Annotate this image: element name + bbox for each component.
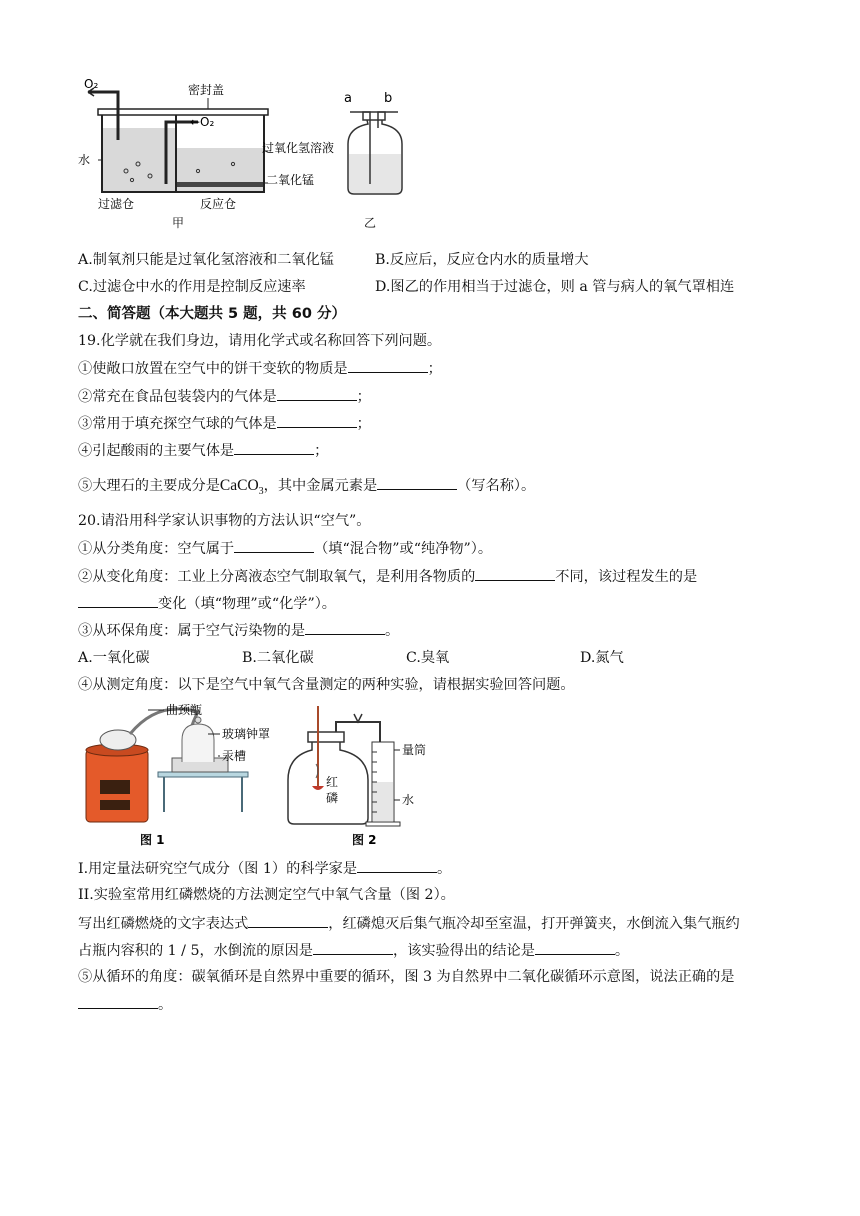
tank-lid [98, 109, 268, 115]
tube-b-label: b [384, 91, 393, 106]
figure-2-caption: 图 2 [352, 833, 377, 847]
mno2-label: 二氧化锰 [266, 173, 315, 187]
answer-blank[interactable] [377, 475, 457, 490]
q20-part-ii: II.实验室常用红磷燃烧的方法测定空气中氧气含量（图 2）。 [78, 887, 455, 903]
q19-item-5-text: ⑤大理石的主要成分是 [78, 478, 220, 494]
q18-option-b: B.反应后，反应仓内水的质量增大 [375, 252, 589, 268]
q20-stem: 20.请沿用科学家认识事物的方法认识“空气”。 [78, 513, 371, 529]
cylinder-label: 量筒 [402, 743, 427, 757]
q20-sub-2b: 变化（填“物理”或“化学”）。 [78, 593, 336, 614]
answer-blank[interactable] [357, 858, 437, 873]
q20-sub-5: ⑤从循环的角度：碳氧循环是自然界中重要的循环，图 3 为自然界中二氧化碳循环示意图，说法正确的是 [78, 969, 735, 985]
h2o2-label: 过氧化氢溶液 [262, 141, 335, 155]
q20-sub-3: ③从环保角度：属于空气污染物的是 。 [78, 620, 399, 641]
q19-stem: 19.化学就在我们身边，请用化学式或名称回答下列问题。 [78, 333, 442, 349]
q18-option-a: A.制氧剂只能是过氧化氢溶液和二氧化锰 [78, 252, 334, 268]
formula-caco3: CaCO$_3$ [219, 477, 264, 498]
trough-label: 汞槽 [222, 749, 247, 763]
figure-jia [78, 76, 278, 216]
tube-a-label: a [344, 91, 352, 106]
q19-item-3: ③常用于填充探空气球的气体是 ； [78, 413, 371, 434]
q19-item-1-text: ①使敞口放置在空气中的饼干变软的物质是 [78, 361, 348, 377]
q20-option-d: D.氮气 [580, 650, 624, 666]
bell-jar [182, 724, 214, 762]
q19-item-4-text: ④引起酸雨的主要气体是 [78, 443, 235, 459]
answer-blank[interactable] [305, 620, 385, 635]
answer-blank[interactable] [78, 994, 158, 1009]
table [158, 772, 248, 777]
red-p-label-1: 红 [326, 775, 339, 789]
answer-blank[interactable] [277, 386, 357, 401]
red-p-label-2: 磷 [326, 791, 339, 805]
q18-option-d: D.图乙的作用相当于过滤仓，则 a 管与病人的氧气罩相连 [375, 279, 735, 295]
q20-option-c: C.臭氧 [406, 650, 450, 666]
figure-yi [336, 88, 416, 200]
q19-item-5: ⑤大理石的主要成分是CaCO$_3$，其中金属元素是 （写名称）。 [78, 477, 536, 498]
water-label: 水 [78, 153, 91, 167]
answer-blank[interactable] [234, 440, 314, 455]
q20-sub-2: ②从变化角度：工业上分离液态空气制取氧气，是利用各物质的 不同，该过程发生的是 [78, 566, 697, 587]
q18-option-c: C.过滤仓中水的作用是控制反应速率 [78, 279, 306, 295]
figure-1-caption: 图 1 [140, 833, 165, 847]
answer-blank[interactable] [475, 566, 555, 581]
answer-blank[interactable] [348, 358, 428, 373]
filter-water [103, 128, 175, 191]
answer-blank[interactable] [248, 913, 328, 928]
q19-item-4: ④引起酸雨的主要气体是 ； [78, 440, 328, 461]
filter-label: 过滤仓 [98, 197, 135, 211]
answer-blank[interactable] [313, 940, 393, 955]
q19-item-3-text: ③常用于填充探空气球的气体是 [78, 416, 277, 432]
answer-blank[interactable] [535, 940, 615, 955]
answer-blank[interactable] [277, 413, 357, 428]
o2-out-label: O₂ [84, 77, 99, 91]
q20-part-ii-a: 写出红磷燃烧的文字表达式 ，红磷熄灭后集气瓶冷却至室温，打开弹簧夹，水倒流入集气瓶约 [78, 913, 740, 934]
q20-option-a: A.一氧化碳 [78, 650, 150, 666]
mno2-layer [177, 182, 263, 187]
reaction-label: 反应仓 [200, 197, 237, 211]
section-heading: 二、简答题（本大题共 5 题，共 60 分） [78, 306, 346, 322]
answer-blank[interactable] [234, 538, 314, 553]
q20-sub-1: ①从分类角度：空气属于 （填“混合物”或“纯净物”）。 [78, 538, 492, 559]
figure-jia-caption: 甲 [172, 216, 185, 230]
lid-label: 密封盖 [188, 83, 225, 97]
q20-part-ii-b: 占瓶内容积的 1 / 5，水倒流的原因是 ，该实验得出的结论是 。 [78, 940, 629, 961]
q20-sub-4: ④从测定角度：以下是空气中氧气含量测定的两种实验，请根据实验回答问题。 [78, 677, 575, 693]
q19-item-2-text: ②常充在食品包装袋内的气体是 [78, 389, 277, 405]
q20-sub-5-end: 。 [78, 994, 172, 1015]
o2-in-label: ←O₂ [190, 115, 215, 129]
q19-item-2: ②常充在食品包装袋内的气体是 ； [78, 386, 371, 407]
bell-label: 玻璃钟罩 [222, 727, 271, 741]
water-label-2: 水 [402, 793, 415, 807]
q20-part-i: I.用定量法研究空气成分（图 1）的科学家是 。 [78, 858, 451, 879]
q19-item-1: ①使敞口放置在空气中的饼干变软的物质是 ； [78, 358, 442, 379]
figure-2 [286, 700, 446, 850]
figure-1 [78, 700, 278, 850]
answer-blank[interactable] [78, 593, 158, 608]
retort-label: 曲颈甑 [166, 703, 203, 717]
q20-option-b: B.二氧化碳 [242, 650, 314, 666]
figure-yi-caption: 乙 [364, 216, 377, 230]
